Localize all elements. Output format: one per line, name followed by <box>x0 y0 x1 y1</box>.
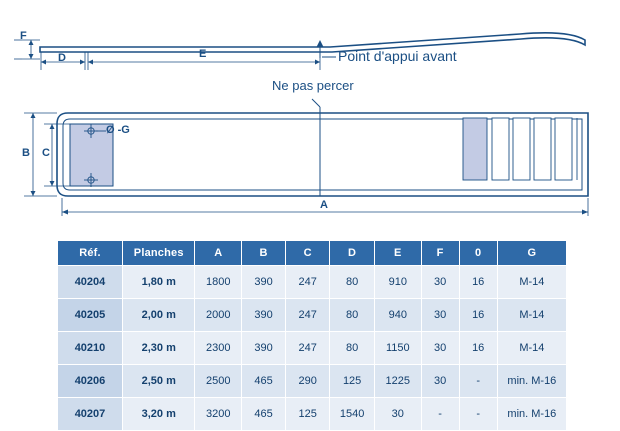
cell-b: 390 <box>242 299 286 332</box>
specifications-table <box>57 240 567 431</box>
cell-c: 247 <box>286 266 330 299</box>
cell-0: - <box>459 365 497 398</box>
col-header-e: E <box>375 241 422 266</box>
cell-g: M-14 <box>497 332 566 365</box>
cell-g: min. M-16 <box>497 398 566 431</box>
cell-d: 125 <box>330 365 375 398</box>
cell-b: 390 <box>242 266 286 299</box>
cell-g: M-14 <box>497 266 566 299</box>
table-row <box>58 299 567 332</box>
col-header-ref: Réf. <box>58 241 123 266</box>
cell-0: 16 <box>459 332 497 365</box>
cell-0: 16 <box>459 299 497 332</box>
dimension-label-diameter-G: Ø -G <box>106 124 130 136</box>
cell-b: 390 <box>242 332 286 365</box>
col-header-0: 0 <box>459 241 497 266</box>
cell-0: 16 <box>459 266 497 299</box>
table-row <box>58 266 567 299</box>
dimension-label-E: E <box>199 48 207 60</box>
col-header-planches: Planches <box>122 241 195 266</box>
cell-e: 1225 <box>375 365 422 398</box>
specifications-table-wrap <box>57 240 567 431</box>
cell-f: 30 <box>421 365 459 398</box>
cell-planches: 1,80 m <box>122 266 195 299</box>
cell-ref: 40204 <box>58 266 123 299</box>
dimension-label-A: A <box>320 199 328 211</box>
col-header-b: B <box>242 241 286 266</box>
cell-a: 2500 <box>195 365 242 398</box>
cell-g: M-14 <box>497 299 566 332</box>
table-row <box>58 365 567 398</box>
col-header-d: D <box>330 241 375 266</box>
cell-d: 80 <box>330 299 375 332</box>
cell-d: 80 <box>330 266 375 299</box>
cell-d: 1540 <box>330 398 375 431</box>
cell-ref: 40206 <box>58 365 123 398</box>
cell-f: - <box>421 398 459 431</box>
cell-e: 910 <box>375 266 422 299</box>
cell-f: 30 <box>421 266 459 299</box>
cell-a: 2000 <box>195 299 242 332</box>
table-row <box>58 398 567 431</box>
cell-a: 3200 <box>195 398 242 431</box>
cell-b: 465 <box>242 365 286 398</box>
cell-d: 80 <box>330 332 375 365</box>
cell-e: 1150 <box>375 332 422 365</box>
col-header-f: F <box>421 241 459 266</box>
col-header-a: A <box>195 241 242 266</box>
cell-f: 30 <box>421 299 459 332</box>
cell-c: 247 <box>286 332 330 365</box>
cell-e: 940 <box>375 299 422 332</box>
col-header-c: C <box>286 241 330 266</box>
cell-a: 1800 <box>195 266 242 299</box>
cell-planches: 2,00 m <box>122 299 195 332</box>
callout-point-appui-avant: Point d'appui avant <box>338 48 457 64</box>
table-header-row <box>58 241 567 266</box>
cell-e: 30 <box>375 398 422 431</box>
cell-c: 290 <box>286 365 330 398</box>
cell-g: min. M-16 <box>497 365 566 398</box>
cell-f: 30 <box>421 332 459 365</box>
cell-planches: 2,50 m <box>122 365 195 398</box>
cell-ref: 40207 <box>58 398 123 431</box>
cell-planches: 3,20 m <box>122 398 195 431</box>
callout-ne-pas-percer: Ne pas percer <box>272 78 354 93</box>
dimension-label-C: C <box>42 147 50 159</box>
col-header-g: G <box>497 241 566 266</box>
cell-ref: 40205 <box>58 299 123 332</box>
cell-c: 125 <box>286 398 330 431</box>
dimension-label-B: B <box>22 147 30 159</box>
cell-c: 247 <box>286 299 330 332</box>
cell-b: 465 <box>242 398 286 431</box>
dimension-label-F: F <box>20 30 27 42</box>
cell-0: - <box>459 398 497 431</box>
table-row <box>58 332 567 365</box>
cell-ref: 40210 <box>58 332 123 365</box>
cell-planches: 2,30 m <box>122 332 195 365</box>
dimension-label-D: D <box>58 52 66 64</box>
cell-a: 2300 <box>195 332 242 365</box>
